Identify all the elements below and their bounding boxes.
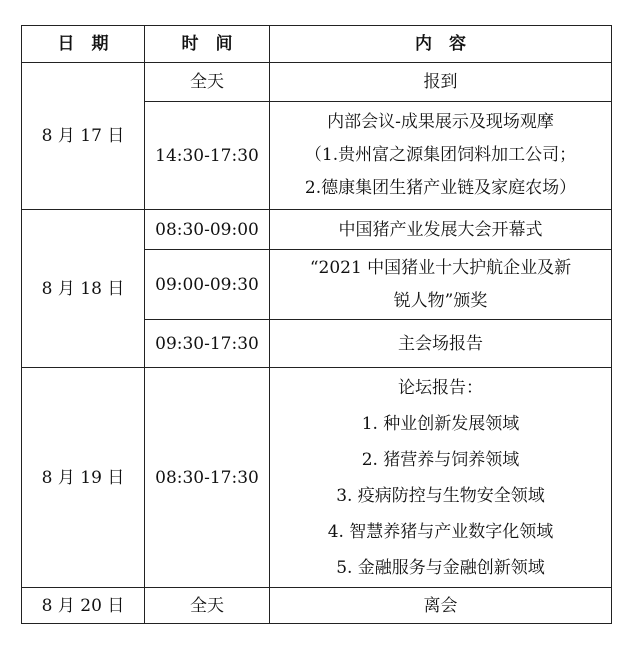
time-cell: 全天 xyxy=(145,63,270,102)
table-row xyxy=(22,63,612,102)
time-cell: 09:30-17:30 xyxy=(145,320,270,368)
content-line: 内部会议-成果展示及现场观摩 xyxy=(327,112,554,132)
forum-item: 1. 种业创新发展领域 xyxy=(361,413,520,434)
table-row xyxy=(22,588,612,624)
time-cell: 09:00-09:30 xyxy=(145,250,270,320)
table-row xyxy=(22,368,612,588)
header-row xyxy=(22,26,612,63)
content-cell xyxy=(270,368,612,588)
content-line: （1.贵州富之源集团饲料加工公司； xyxy=(304,145,577,165)
content-line: 锐人物”颁奖 xyxy=(393,290,488,311)
table-row xyxy=(22,210,612,250)
time-cell: 14:30-17:30 xyxy=(145,102,270,210)
content-cell xyxy=(270,102,612,210)
forum-item: 3. 疫病防控与生物安全领域 xyxy=(336,485,545,506)
content-cell: 报到 xyxy=(270,63,612,102)
date-cell: 8 月 17 日 xyxy=(22,63,145,210)
forum-heading: 论坛报告： xyxy=(398,377,483,398)
forum-item: 4. 智慧养猪与产业数字化领域 xyxy=(327,521,554,542)
date-cell: 8 月 18 日 xyxy=(22,210,145,368)
content-line: 2.德康集团生猪产业链及家庭农场） xyxy=(304,178,577,198)
content-cell: 主会场报告 xyxy=(270,320,612,368)
schedule-table xyxy=(21,25,612,624)
forum-item: 2. 猪营养与饲养领域 xyxy=(361,449,520,470)
time-cell: 08:30-17:30 xyxy=(145,368,270,588)
header-time: 时 间 xyxy=(145,26,270,63)
content-cell xyxy=(270,250,612,320)
header-content: 内 容 xyxy=(270,26,612,63)
time-cell: 全天 xyxy=(145,588,270,624)
header-date: 日 期 xyxy=(22,26,145,63)
forum-item: 5. 金融服务与金融创新领域 xyxy=(336,557,545,578)
time-cell: 08:30-09:00 xyxy=(145,210,270,250)
content-line: “2021 中国猪业十大护航企业及新 xyxy=(309,257,572,278)
content-cell: 离会 xyxy=(270,588,612,624)
date-cell: 8 月 19 日 xyxy=(22,368,145,588)
content-cell: 中国猪产业发展大会开幕式 xyxy=(270,210,612,250)
date-cell: 8 月 20 日 xyxy=(22,588,145,624)
